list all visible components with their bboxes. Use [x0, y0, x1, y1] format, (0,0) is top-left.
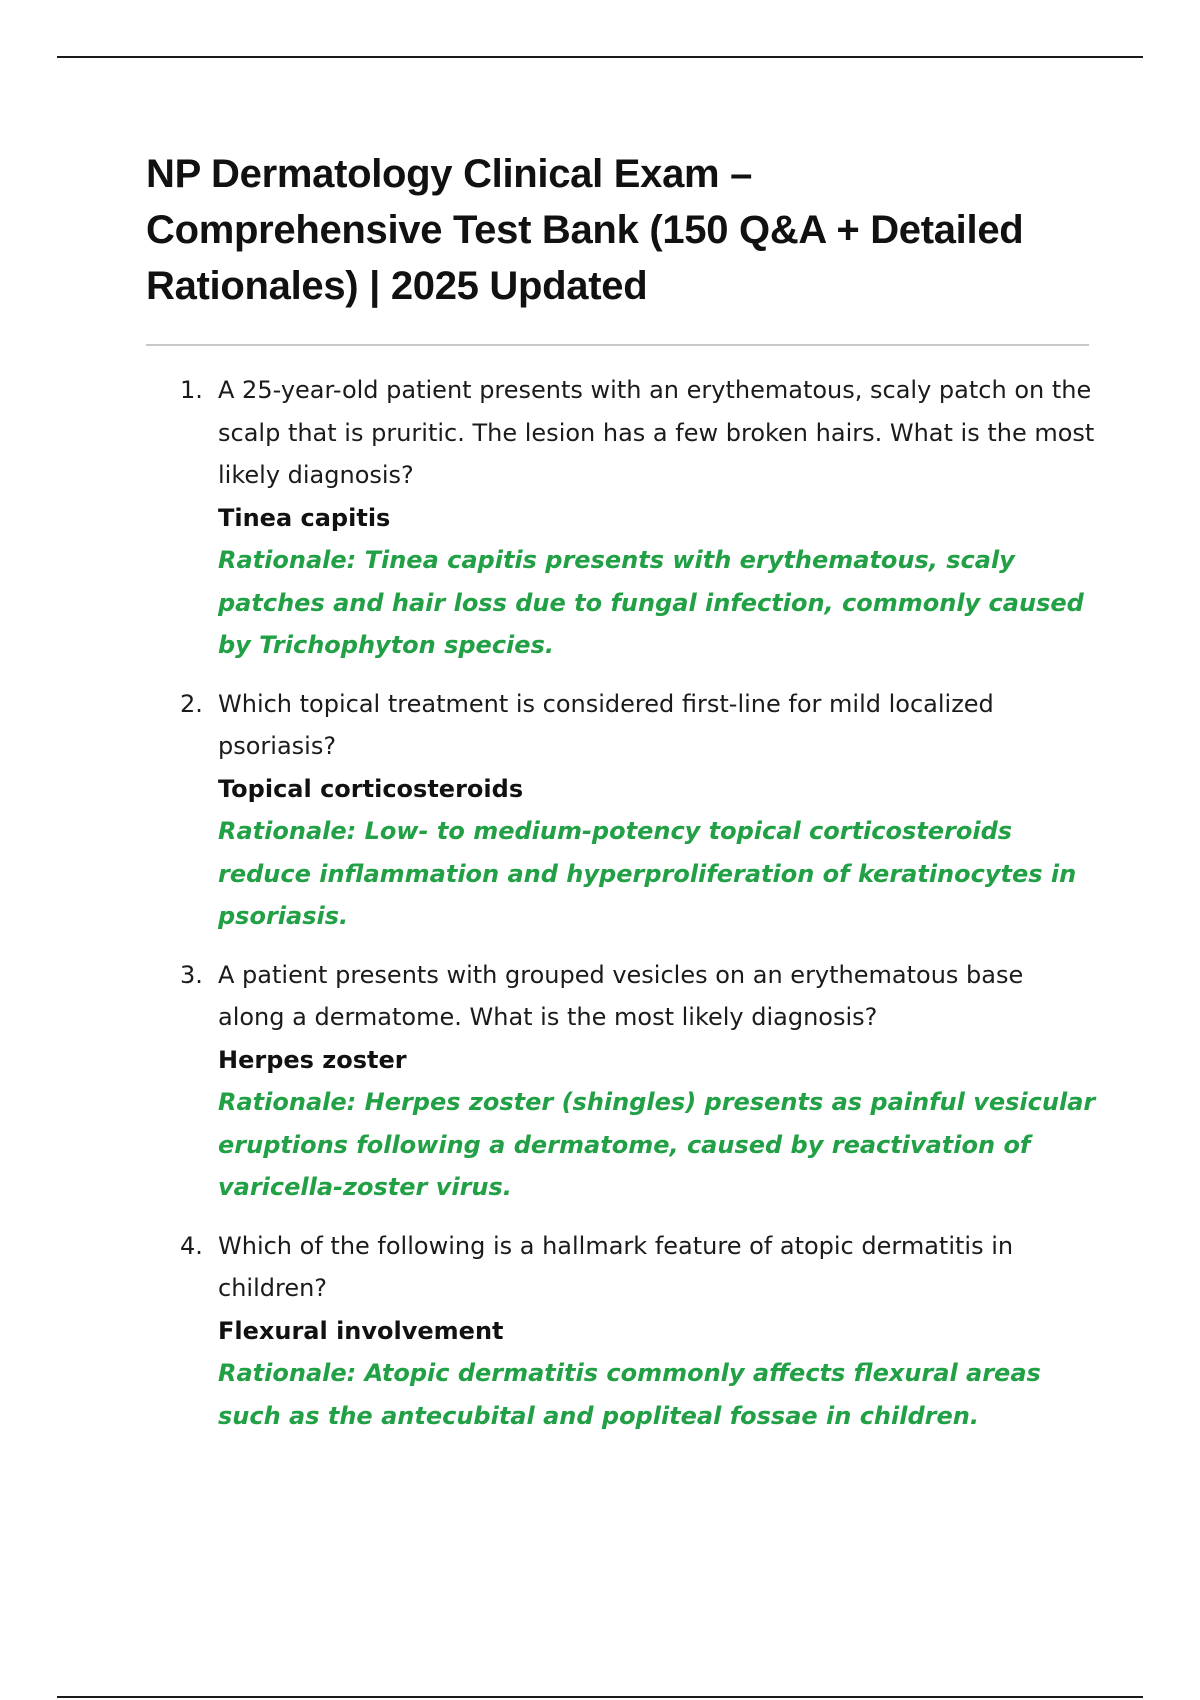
document-title: NP Dermatology Clinical Exam – Comprehensive Test Bank (150 Q&A + Detailed Rationales) | 2025 Updated	[146, 152, 1024, 308]
rationale-text: Rationale: Atopic dermatitis commonly affects flexural areas such as the antecubital and popliteal fossae in children.	[218, 1359, 1041, 1430]
question-text: A patient presents with grouped vesicles on an erythematous base along a dermatome. What is the most likely diagnosis?	[218, 960, 1024, 1031]
question-number: 1.	[180, 376, 203, 404]
question-number: 2.	[180, 689, 203, 718]
rationale-text: Rationale: Low- to medium-potency topical corticosteroids reduce inflammation and hyperproliferation of keratinocytes in psoriasis.	[218, 817, 1077, 930]
answer-text: Topical corticosteroids	[218, 774, 524, 803]
answer-text: Tinea capitis	[218, 503, 391, 532]
question-text: A 25-year-old patient presents with an erythematous, scaly patch on the scalp that is pruritic. The lesion has a few broken hairs. What is the most likely diagnosis?	[218, 376, 1095, 489]
answer-text: Herpes zoster	[218, 1045, 407, 1074]
top-rule	[57, 56, 1143, 58]
question-list	[146, 369, 1096, 1453]
answer-text: Flexural involvement	[218, 1316, 504, 1345]
title-separator	[146, 344, 1089, 346]
question-number: 4.	[180, 1231, 203, 1260]
question-text: Which topical treatment is considered first-line for mild localized psoriasis?	[218, 689, 994, 760]
question-item-2	[146, 683, 1096, 938]
question-text: Which of the following is a hallmark feature of atopic dermatitis in children?	[218, 1231, 1014, 1302]
question-number: 3.	[180, 960, 203, 989]
question-item-3	[146, 954, 1096, 1209]
rationale-text: Rationale: Herpes zoster (shingles) presents as painful vesicular eruptions following a dermatome, caused by reactivation of varicella-zoster virus.	[218, 1088, 1096, 1201]
rationale-text: Rationale: Tinea capitis presents with erythematous, scaly patches and hair loss due to fungal infection, commonly caused by Trichophyton species.	[218, 546, 1084, 659]
question-item-1	[146, 369, 1096, 667]
question-item-4	[146, 1225, 1096, 1438]
bottom-rule	[57, 1696, 1143, 1698]
